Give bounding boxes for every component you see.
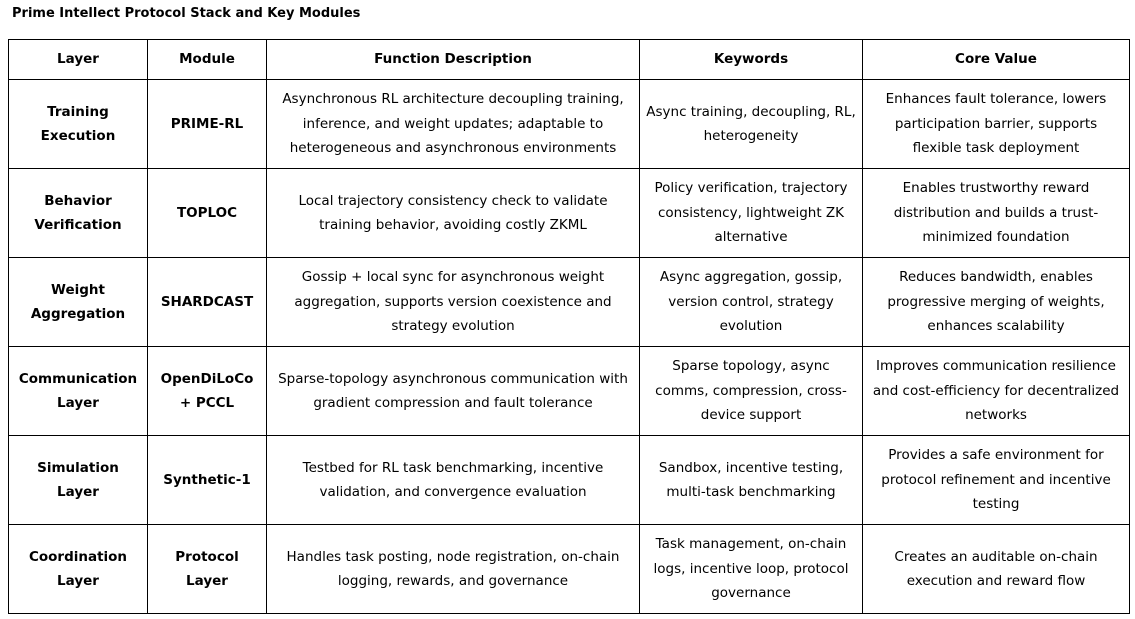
layer-cell: Weight Aggregation xyxy=(9,258,148,347)
core-value-cell: Creates an auditable on-chain execution and reward flow xyxy=(863,525,1130,614)
module-cell: Protocol Layer xyxy=(148,525,267,614)
table-row xyxy=(9,258,1130,347)
keywords-cell: Policy verification, trajectory consistency, lightweight ZK alternative xyxy=(640,169,863,258)
header-module: Module xyxy=(148,40,267,80)
keywords-cell: Async aggregation, gossip, version control, strategy evolution xyxy=(640,258,863,347)
keywords-cell: Async training, decoupling, RL, heterogeneity xyxy=(640,80,863,169)
header-function-description: Function Description xyxy=(267,40,640,80)
table-row xyxy=(9,169,1130,258)
header-row xyxy=(9,40,1130,80)
layer-cell: Training Execution xyxy=(9,80,148,169)
layer-cell: Coordination Layer xyxy=(9,525,148,614)
table-body xyxy=(9,80,1130,614)
table-row xyxy=(9,80,1130,169)
function-cell: Sparse-topology asynchronous communication with gradient compression and fault tolerance xyxy=(267,347,640,436)
function-cell: Handles task posting, node registration, on-chain logging, rewards, and governance xyxy=(267,525,640,614)
module-cell: TOPLOC xyxy=(148,169,267,258)
module-cell: OpenDiLoCo + PCCL xyxy=(148,347,267,436)
protocol-stack-table xyxy=(8,39,1130,614)
document-title: Prime Intellect Protocol Stack and Key Modules xyxy=(12,6,361,21)
header-layer: Layer xyxy=(9,40,148,80)
table-row xyxy=(9,525,1130,614)
module-cell: SHARDCAST xyxy=(148,258,267,347)
function-cell: Local trajectory consistency check to validate training behavior, avoiding costly ZKML xyxy=(267,169,640,258)
layer-cell: Communication Layer xyxy=(9,347,148,436)
header-core-value: Core Value xyxy=(863,40,1130,80)
keywords-cell: Sandbox, incentive testing, multi-task benchmarking xyxy=(640,436,863,525)
keywords-cell: Task management, on-chain logs, incentive loop, protocol governance xyxy=(640,525,863,614)
table-row xyxy=(9,347,1130,436)
core-value-cell: Provides a safe environment for protocol refinement and incentive testing xyxy=(863,436,1130,525)
core-value-cell: Reduces bandwidth, enables progressive merging of weights, enhances scalability xyxy=(863,258,1130,347)
header-keywords: Keywords xyxy=(640,40,863,80)
core-value-cell: Enhances fault tolerance, lowers participation barrier, supports flexible task deployment xyxy=(863,80,1130,169)
function-cell: Gossip + local sync for asynchronous weight aggregation, supports version coexistence and strategy evolution xyxy=(267,258,640,347)
module-cell: Synthetic-1 xyxy=(148,436,267,525)
layer-cell: Behavior Verification xyxy=(9,169,148,258)
core-value-cell: Enables trustworthy reward distribution and builds a trust-minimized foundation xyxy=(863,169,1130,258)
table-header xyxy=(9,40,1130,80)
keywords-cell: Sparse topology, async comms, compression, cross-device support xyxy=(640,347,863,436)
function-cell: Testbed for RL task benchmarking, incentive validation, and convergence evaluation xyxy=(267,436,640,525)
function-cell: Asynchronous RL architecture decoupling training, inference, and weight updates; adaptable to heterogeneous and asynchronous environments xyxy=(267,80,640,169)
layer-cell: Simulation Layer xyxy=(9,436,148,525)
module-cell: PRIME-RL xyxy=(148,80,267,169)
core-value-cell: Improves communication resilience and cost-efficiency for decentralized networks xyxy=(863,347,1130,436)
table-row xyxy=(9,436,1130,525)
